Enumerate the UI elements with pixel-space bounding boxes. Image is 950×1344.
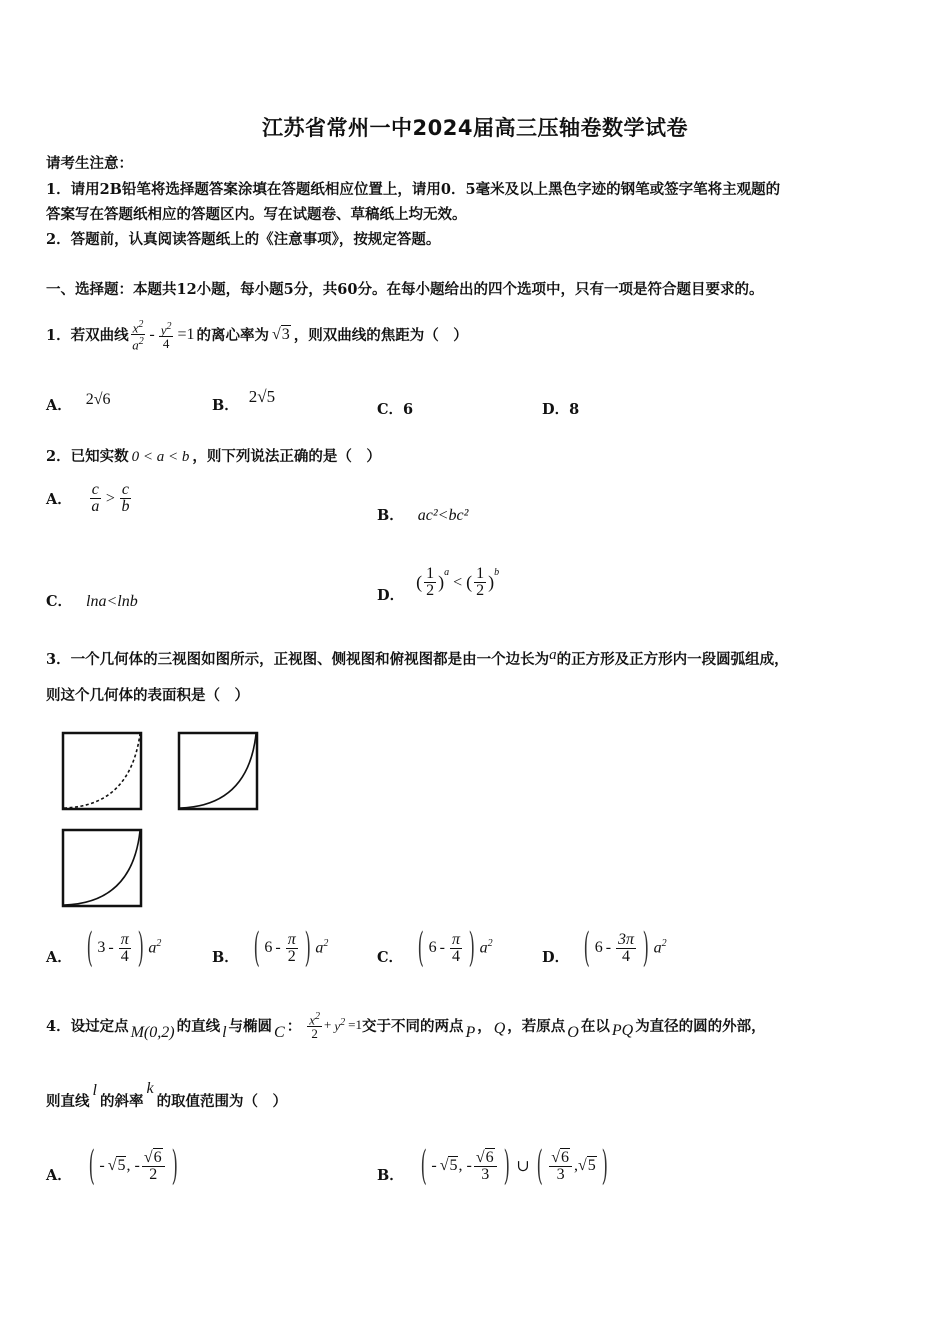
q3-option-a[interactable]: A． ( 3 - $\frac{\pi}{4}$ ) $a^2$ — [46, 925, 162, 971]
question-1: 1．若双曲线 $\frac{x^2}{a^2}$ - $\frac{y^2}{4}$ =1 的离心率为 √3 ，则双曲线的焦距为（ ） — [46, 319, 468, 353]
q1-option-b[interactable]: B． 2√5 — [212, 387, 276, 414]
q4-option-a[interactable]: A． ( - √5 , - $\frac{√6}{2}$ ) — [46, 1143, 178, 1189]
q1-suffix: ，则双曲线的焦距为（ ） — [293, 327, 468, 345]
notice-line-1b: 答案写在答题纸相应的答题区内。写在试题卷、草稿纸上均无效。 — [46, 206, 467, 223]
question-3-line-1: 3．一个几何体的三视图如图所示，正视图、侧视图和俯视图都是由一个边长为a的正方形及正方形内一段圆弧组成， — [46, 647, 789, 668]
q1-option-d[interactable]: D．8 — [542, 401, 580, 418]
q4-option-b[interactable]: B． ( - √5 , - $\frac{√6}{3}$ ) ∪ ( $\frac{√6}{3}$ , √5 ) — [377, 1143, 608, 1189]
q2-option-a[interactable]: A． $\frac{c}{a}$ > $\frac{c}{b}$ — [46, 481, 130, 515]
q3-option-b[interactable]: B． ( 6 - $\frac{\pi}{2}$ ) $a^2$ — [212, 925, 329, 971]
question-4-line-2: 则直线 l 的斜率 k 的取值范围为（ ） — [46, 1079, 288, 1110]
q1-fraction-y: $\frac{y^2}{4}$ — [160, 320, 172, 351]
three-view-figure — [60, 730, 260, 910]
q1-option-c[interactable]: C．6 — [377, 401, 414, 418]
notice-heading: 请考生注意： — [46, 155, 133, 172]
front-view — [63, 733, 141, 809]
question-2: 2．已知实数 0 < a < b ，则下列说法正确的是（ ） — [46, 448, 381, 465]
q1-option-a[interactable]: A． 2√6 — [46, 391, 111, 414]
q3-option-d[interactable]: D． ( 6 - $\frac{3\pi}{4}$ ) $a^2$ — [542, 925, 667, 971]
page-title: 江苏省常州一中2024届高三压轴卷数学试卷 — [262, 116, 688, 140]
section-heading: 一、选择题：本题共12小题，每小题5分，共60分。在每小题给出的四个选项中，只有一项是符合题目要求的。 — [46, 281, 764, 298]
notice-line-2: 2．答题前，认真阅读答题纸上的《注意事项》，按规定答题。 — [46, 231, 441, 248]
q2-option-c[interactable]: C． lna<lnb — [46, 593, 138, 610]
q2-option-d[interactable]: D． ( $\frac{1}{2}$ ) $^a$ < ( $\frac{1}{2}$ ) $^b$ — [377, 565, 500, 604]
q3-option-c[interactable]: C． ( 6 - $\frac{\pi}{4}$ ) $a^2$ — [377, 925, 493, 971]
q1-eccentricity: √3 — [272, 325, 290, 343]
q1-fraction-x: $\frac{x^2}{a^2}$ — [132, 319, 144, 353]
top-view — [63, 830, 141, 906]
side-view — [179, 733, 257, 809]
notice-line-1a: 1．请用2B铅笔将选择题答案涂填在答题纸相应位置上，请用0．5毫米及以上黑色字迹的钢笔或签字笔将主观题的 — [46, 181, 781, 198]
question-3-line-2: 则这个几何体的表面积是（ ） — [46, 687, 249, 704]
q1-mid: 的离心率为 — [196, 327, 270, 345]
q2-option-b[interactable]: B． ac²<bc² — [377, 507, 469, 524]
question-4-line-1: 4．设过定点 M(0,2) 的直线 l 与椭圆 C ： $\frac{x^2}{2}$ + $y^2$ =1 交于不同的两点 P ， Q ，若原点 O 在以 PQ 为直径的圆的外部， — [46, 1011, 766, 1042]
q1-prefix: 1．若双曲线 — [46, 327, 129, 345]
